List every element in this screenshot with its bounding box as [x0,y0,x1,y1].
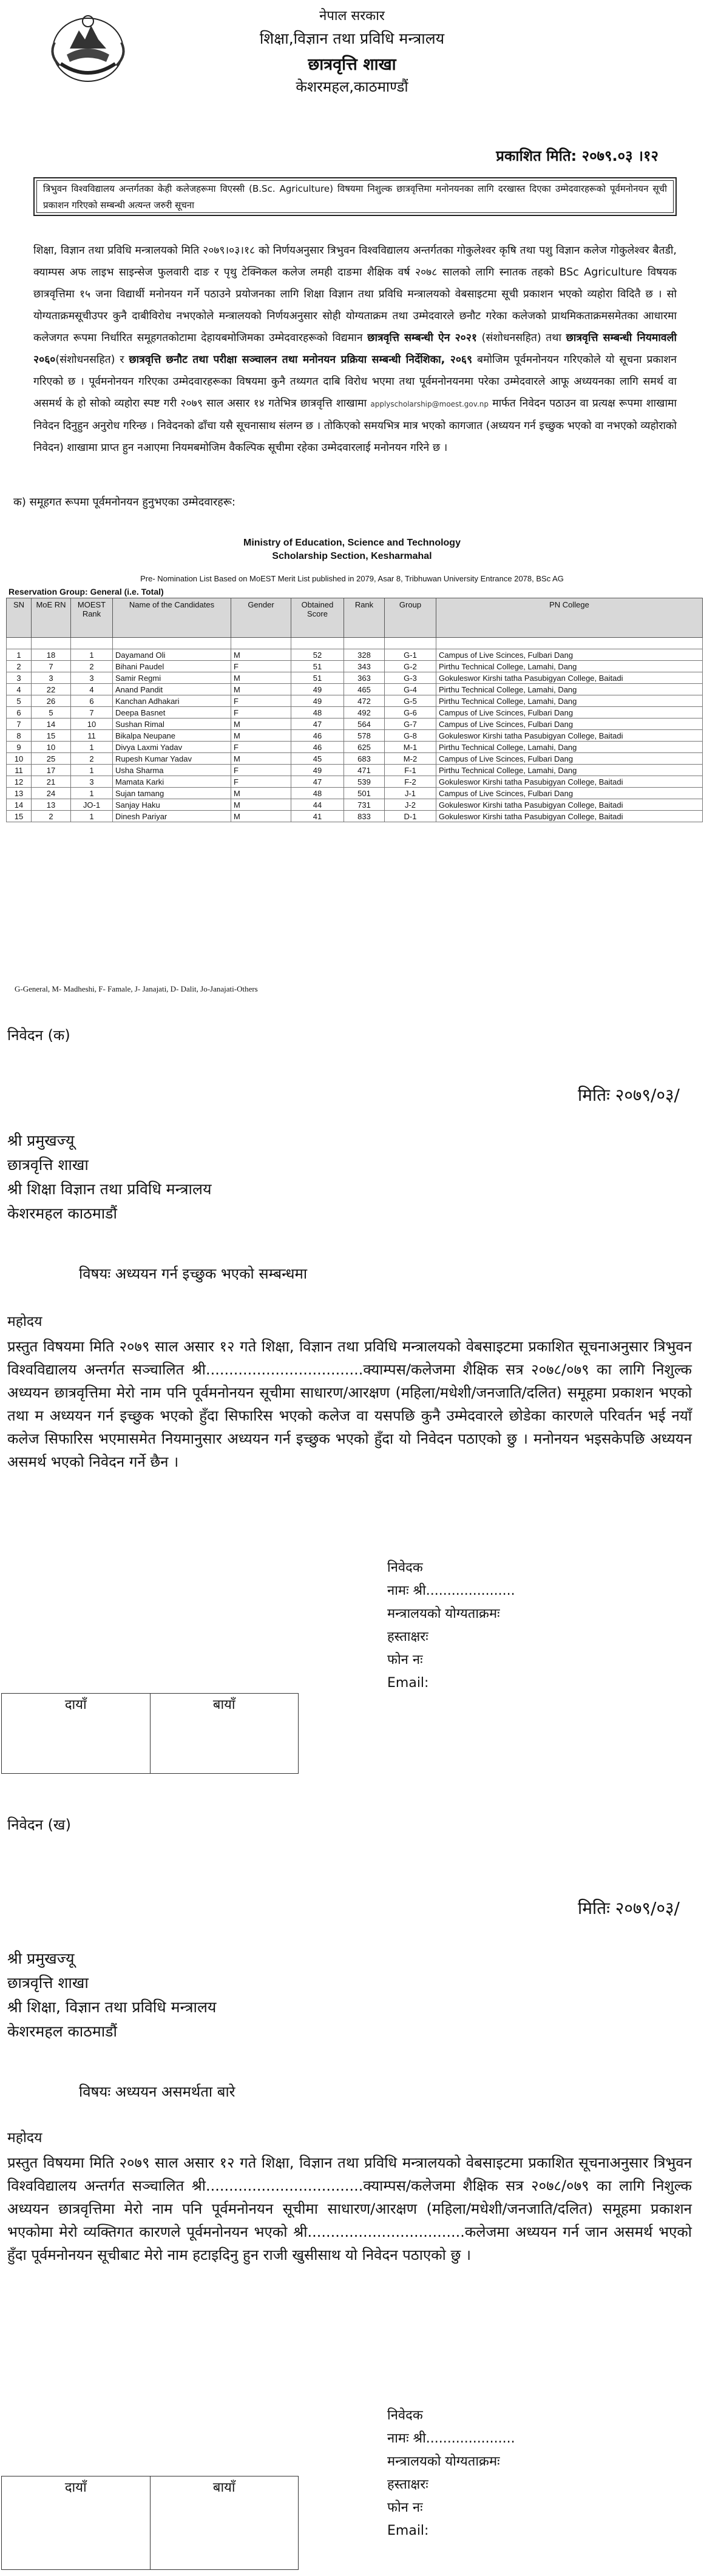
table-cell: 12 [7,776,32,788]
header-location: केशरमहल,काठमाण्डौं [296,78,408,95]
table-cell: 3 [7,672,32,684]
table-cell: 7 [71,707,113,718]
table-cell: 625 [344,742,385,753]
letter-k-sign-phone: फोन नः [387,1652,423,1668]
letter-kh-thumbprint-box [1,2476,299,2570]
table-cell: M [231,811,291,822]
table-cell: 15 [7,811,32,822]
table-cell: 2 [71,661,113,672]
letter-k-sign-rank: मन्त्रालयको योग्यताक्रमः [387,1606,500,1621]
table-row [7,730,703,742]
table-cell: 14 [32,718,71,730]
table-cell: 578 [344,730,385,742]
letter-k-addr-4: केशरमहल काठमाडौं [7,1205,118,1222]
table-cell: F [231,742,291,753]
table-cell: M [231,649,291,661]
table-cell: 4 [7,684,32,695]
table-row-blank [7,638,703,649]
table-cell: Gokuleswor Kirshi tatha Pasubigyan College, Baitadi [436,730,703,742]
table-cell: 1 [71,649,113,661]
table-cell: 1 [71,765,113,776]
col-rank: Rank [344,598,385,638]
letter-kh-address [7,1947,216,2044]
table-cell: 833 [344,811,385,822]
table-cell: Gokuleswor Kirshi tatha Pasubigyan College, Baitadi [436,799,703,811]
table-cell: 14 [7,799,32,811]
table-cell: 10 [32,742,71,753]
scholarship-act: छात्रवृत्ति सम्बन्धी ऐन २०२१ [367,332,477,344]
group-note: क) समूहगत रूपमा पूर्वमनोनयन हुनुभएका उम्मेदवारहरू: [13,496,235,509]
table-cell: 11 [7,765,32,776]
subject-text: त्रिभुवन विश्वविद्यालय अन्तर्गतका केही कलेजहरूमा विएस्सी (B.Sc. Agriculture) विषयमा निशुल्क छात्रवृत्तिमा मनोनयनका लागि दरखास्त दिएका उम्मेदवारहरूको पूर्वमनोनयन सूची प्रकाशन गरिएको सम्बन्धी अत्यन्त जरुरी सूचना [43,183,667,211]
letter-kh-body: प्रस्तुत विषयमा मिति २०७९ साल असार १२ गते शिक्षा, विज्ञान तथा प्रविधि मन्त्रालयको वेबसाइटमा प्रकाशित सूचनाअनुसार त्रिभुवन विश्वविद्यालय अन्तर्गत सञ्चालित श्री..................................क्याम्पस/कलेजमा शैक्षिक सत्र २०७८/०७९ का लागि निशुल्क अध्ययन छात्रवृत्तिमा मेरो नाम पनि पूर्वमनोनयन सूचीमा साधारण/आरक्षण (महिला/मधेशी/जनजाति/दलित) समूहमा प्रकाशन भएकोमा मेरो व्यक्तिगत कारणले पूर्वमनोनयन भएको श्री..................................कलेजमा अध्ययन गर्न जान असमर्थ भएको हुँदा पूर्वमनोनयन सूचीबाट मेरो नाम हटाइदिनु हुन राजी खुसीसाथ यो निवेदन पठाएको छु । [7,2154,692,2263]
table-cell: M [231,718,291,730]
scholarship-directive: छात्रवृत्ति छनौट तथा परीक्षा सञ्चालन तथा मनोनयन प्रक्रिया सम्बन्धी निर्देशिका, २०६९ [129,354,473,366]
table-row [7,788,703,799]
table-cell: F [231,695,291,707]
letter-k-sign-signature: हस्ताक्षरः [387,1629,428,1645]
table-cell: 22 [32,684,71,695]
table-row [7,765,703,776]
table-cell: 51 [291,672,344,684]
letter-kh-sign-signature: हस्ताक्षरः [387,2477,428,2492]
table-cell: G-5 [385,695,436,707]
table-cell: Rupesh Kumar Yadav [113,753,231,765]
table-header-row [7,598,703,638]
table-cell: 3 [32,672,71,684]
published-date: प्रकाशित मिति: २०७९.०३ ।१२ [496,147,658,164]
table-cell: 41 [291,811,344,822]
table-row [7,799,703,811]
table-cell: 2 [7,661,32,672]
table-cell: 328 [344,649,385,661]
table-cell: 46 [291,742,344,753]
table-row [7,753,703,765]
table-row [7,718,703,730]
table-cell: F-1 [385,765,436,776]
letter-k-date: मितिः २०७९/०३/ [578,1085,680,1105]
table-cell: G-2 [385,661,436,672]
table-cell: 1 [7,649,32,661]
table-cell: Bikalpa Neupane [113,730,231,742]
ministry-english: Ministry of Education, Science and Technology [243,538,461,548]
table-cell: Gokuleswor Kirshi tatha Pasubigyan College, Baitadi [436,811,703,822]
table-cell: Bihani Paudel [113,661,231,672]
reservation-group: Reservation Group: General (i.e. Total) [8,587,164,597]
table-cell: 465 [344,684,385,695]
table-cell: 49 [291,684,344,695]
table-cell: 13 [32,799,71,811]
table-cell: 18 [32,649,71,661]
table-cell: M [231,684,291,695]
table-cell: 13 [7,788,32,799]
table-cell: 49 [291,695,344,707]
letter-kh-salutation: महोदय [7,2130,42,2146]
table-cell: 492 [344,707,385,718]
table-row [7,695,703,707]
table-cell: 1 [71,742,113,753]
table-cell: 47 [291,718,344,730]
table-cell: 683 [344,753,385,765]
table-cell: G-7 [385,718,436,730]
col-name: Name of the Candidates [113,598,231,638]
table-cell: 11 [71,730,113,742]
table-cell: F [231,707,291,718]
letter-k-thumb-left: बायाँ [150,1694,299,1774]
table-cell: M [231,753,291,765]
letter-kh-thumb-left: बायाँ [150,2476,299,2570]
table-cell: Pirthu Technical College, Lamahi, Dang [436,684,703,695]
table-cell: G-1 [385,649,436,661]
header-section: छात्रवृत्ति शाखा [308,55,396,74]
table-cell: J-2 [385,799,436,811]
table-cell: 46 [291,730,344,742]
col-moe-rn: MoE RN [32,598,71,638]
letter-kh-subject: विषयः अध्ययन असमर्थता बारे [79,2083,235,2100]
letter-k-addr-1: श्री प्रमुखज्यू [7,1132,75,1149]
table-cell: 6 [71,695,113,707]
group-legend: G-General, M- Madheshi, F- Famale, J- Janajati, D- Dalit, Jo-Janajati-Others [15,984,258,993]
table-cell: Samir Regmi [113,672,231,684]
table-cell: Sujan tamang [113,788,231,799]
letter-k-sign-title: निवेदक [387,1560,423,1575]
letter-kh-sign-title: निवेदक [387,2408,423,2423]
table-cell: Mamata Karki [113,776,231,788]
table-cell: G-8 [385,730,436,742]
table-cell: 5 [7,695,32,707]
body-mid-2: (संशोधनसहित) र [55,354,129,366]
table-cell: F [231,776,291,788]
table-cell: D-1 [385,811,436,822]
table-cell: M-2 [385,753,436,765]
table-cell: 3 [71,776,113,788]
table-cell: 731 [344,799,385,811]
table-cell: 48 [291,707,344,718]
list-subtitle: Pre- Nomination List Based on MoEST Merit List published in 2079, Asar 8, Tribhuwan University Entrance 2078, BSc AG [140,574,564,583]
body-mid-1: (संशोधनसहित) तथा [477,332,566,344]
table-row [7,649,703,661]
table-cell: 25 [32,753,71,765]
table-cell: 6 [7,707,32,718]
table-cell: 7 [32,661,71,672]
letter-k-thumb-right: दायाँ [2,1694,151,1774]
table-body [7,638,703,822]
letter-kh-addr-4: केशरमहल काठमाडौं [7,2023,118,2040]
table-cell: Campus of Live Scinces, Fulbari Dang [436,753,703,765]
table-cell: Deepa Basnet [113,707,231,718]
table-cell: G-3 [385,672,436,684]
table-cell: 343 [344,661,385,672]
subject-box [33,177,677,216]
letter-kh-sign-phone: फोन नः [387,2500,423,2515]
table-cell: 48 [291,788,344,799]
table-cell: G-4 [385,684,436,695]
table-cell: 17 [32,765,71,776]
table-cell: Pirthu Technical College, Lamahi, Dang [436,695,703,707]
table-cell: Usha Sharma [113,765,231,776]
table-cell: 49 [291,765,344,776]
table-cell: 1 [71,811,113,822]
letter-k-address [7,1129,212,1226]
col-sn: SN [7,598,32,638]
col-moest-rank: MOEST Rank [71,598,113,638]
table-cell: JO-1 [71,799,113,811]
table-cell: M [231,788,291,799]
table-cell: Pirthu Technical College, Lamahi, Dang [436,742,703,753]
col-pn-college: PN College [436,598,703,638]
table-cell: 363 [344,672,385,684]
letter-kh-sign-rank: मन्त्रालयको योग्यताक्रमः [387,2454,500,2469]
table-cell: F [231,765,291,776]
letter-kh-date: मितिः २०७९/०३/ [578,1898,680,1918]
table-cell: F [231,661,291,672]
letter-k-addr-3: श्री शिक्षा विज्ञान तथा प्रविधि मन्त्रालय [7,1180,212,1198]
letter-kh-sign-email: Email: [387,2523,429,2538]
table-cell: Sushan Rimal [113,718,231,730]
table-cell: 26 [32,695,71,707]
table-cell: 1 [71,788,113,799]
table-cell: 51 [291,661,344,672]
table-cell: Anand Pandit [113,684,231,695]
letter-kh-addr-1: श्री प्रमुखज्यू [7,1950,75,1967]
table-cell: M [231,672,291,684]
table-cell: Gokuleswor Kirshi tatha Pasubigyan College, Baitadi [436,672,703,684]
letter-k-thumbprint-box [1,1693,299,1774]
table-cell: 564 [344,718,385,730]
body-paragraph-1: शिक्षा, विज्ञान तथा प्रविधि मन्त्रालयको मिति २०७९।०३।१८ को निर्णयअनुसार त्रिभुवन विश्वविद्यालय अन्तर्गतका गोकुलेश्वर कृषि तथा पशु विज्ञान कलेज गोकुलेश्वर बैतडी, क्याम्पस अफ लाइभ साइन्सेज फुलवारी दाङ र पृथु टेक्निकल कलेज लमही दाङमा शैक्षिक वर्ष २०७८ सालको लागि स्नातक तहको BSc Agriculture विषयक छात्रवृत्तिमा १५ जना विद्यार्थी मनोनयन गर्ने पठाउने प्रयोजनका लागि शिक्षा विज्ञान तथा प्रविधि मन्त्रालयको वेबसाइटमा सूची प्रकाशन भएको व्यहोरा विदितै छ । सो योग्यताक्रमसूचीउपर कुनै दाबीविरोध नभएकोले मन्त्रालयको निर्णयअनुसार सोही योग्यताक्रम तथा उम्मेदवारले छनौट गरेका कलेजको प्राथमिकताक्रमसमेतका आधारमा कलेजगत रूपमा निर्धारित समूहगतकोटामा देहायबमोजिमका उम्मेदवारहरूको विद्यमान [33,245,677,344]
notice-body [33,240,677,459]
table-row [7,661,703,672]
table-cell: Dayamand Oli [113,649,231,661]
letter-k-subject: विषयः अध्ययन गर्न इच्छुक भएको सम्बन्धमा [79,1265,308,1282]
letter-kh-sign-name: नामः श्री..................... [387,2431,515,2446]
table-row [7,707,703,718]
table-row [7,776,703,788]
table-row [7,742,703,753]
letter-kh-signature-block [387,2404,515,2543]
letter-k-title: निवेदन (क) [7,1027,70,1044]
letter-k-salutation: महोदय [7,1314,42,1330]
col-gender: Gender [231,598,291,638]
table-cell: 24 [32,788,71,799]
table-cell: 10 [7,753,32,765]
table-cell: G-6 [385,707,436,718]
section-english: Scholarship Section, Kesharmahal [272,551,432,561]
table-cell: M-1 [385,742,436,753]
table-cell: 21 [32,776,71,788]
table-cell: F-2 [385,776,436,788]
letter-k-body: प्रस्तुत विषयमा मिति २०७९ साल असार १२ गते शिक्षा, विज्ञान तथा प्रविधि मन्त्रालयको वेबसाइटमा प्रकाशित सूचनाअनुसार त्रिभुवन विश्वविद्यालय अन्तर्गत सञ्चालित श्री..................................क्याम्पस/कलेजमा शैक्षिक सत्र २०७८/०७९ का लागि निशुल्क अध्ययन छात्रवृत्तिमा मेरो नाम पनि पूर्वमनोनयन सूचीमा साधारण/आरक्षण (महिला/मधेशी/जनजाति/दलित) समूहमा प्रकाशन भएको तथा म अध्ययन गर्न इच्छुक भएको हुँदा सिफारिस भएको कलेज वा यसपछि कुनै उम्मेदवारले छोडेका कारणले परिवर्तन भई नयाँ कलेज सिफारिस भएमासमेत नियमानुसार अध्ययन गर्न इच्छुक भएको हुँदा यो निवेदन पठाएको छु । मनोनयन भइसकेपछि अध्ययन असमर्थ भएको निवेदन गर्ने छैन । [7,1338,692,1470]
table-cell: Divya Laxmi Yadav [113,742,231,753]
body-paragraph-2: बमोजिम पूर्वमनोनयन गरिएकोले यो सूचना प्रकाशन गरिएको छ । पूर्वमनोनयन गरिएका उम्मेदवारहरूका विषयमा कुनै तथ्यगत दाबि विरोध भएमा तथा पूर्वमनोनयनमा परेका उम्मेदवारले आफू अध्ययनका लागि समर्थ वा असमर्थ के हो सोको व्यहोरा स्पष्ट गरी २०७९ साल असार १४ गतेभित्र छात्रवृत्ति शाखामा [33,354,677,410]
table-cell: 501 [344,788,385,799]
letter-k-signature-block [387,1557,515,1695]
table-cell: 8 [7,730,32,742]
table-row [7,811,703,822]
table-cell: M [231,730,291,742]
email-link[interactable]: applyscholarship@moest.gov.np [370,400,489,408]
table-row [7,684,703,695]
header-government: नेपाल सरकार [319,8,385,24]
table-cell: Sanjay Haku [113,799,231,811]
table-cell: 47 [291,776,344,788]
table-cell: 9 [7,742,32,753]
table-cell: 4 [71,684,113,695]
table-cell: 5 [32,707,71,718]
table-cell: 2 [32,811,71,822]
table-cell: 3 [71,672,113,684]
letter-kh-title: निवेदन (ख) [7,1816,71,1833]
table-cell: 44 [291,799,344,811]
table-cell: M [231,799,291,811]
table-row [7,672,703,684]
table-cell: 2 [71,753,113,765]
table-cell: Kanchan Adhakari [113,695,231,707]
table-cell: 52 [291,649,344,661]
nomination-table [6,598,703,822]
table-cell: Campus of Live Scinces, Fulbari Dang [436,718,703,730]
letter-k-sign-email: Email: [387,1675,429,1691]
table-cell: Campus of Live Scinces, Fulbari Dang [436,649,703,661]
table-cell: 10 [71,718,113,730]
letter-kh-addr-3: श्री शिक्षा, विज्ञान तथा प्रविधि मन्त्रालय [7,1998,217,2016]
table-cell: 539 [344,776,385,788]
col-score: Obtained Score [291,598,344,638]
letter-kh-addr-2: छात्रवृत्ति शाखा [7,1974,89,1992]
col-group: Group [385,598,436,638]
letter-k-addr-2: छात्रवृत्ति शाखा [7,1156,89,1174]
table-cell: 471 [344,765,385,776]
table-cell: Campus of Live Scinces, Fulbari Dang [436,788,703,799]
letter-kh-thumb-right: दायाँ [2,2476,151,2570]
header-ministry: शिक्षा,विज्ञान तथा प्रविधि मन्त्रालय [259,30,445,47]
table-cell: Pirthu Technical College, Lamahi, Dang [436,661,703,672]
table-cell: 472 [344,695,385,707]
table-cell: 45 [291,753,344,765]
table-cell: 7 [7,718,32,730]
table-cell: Pirthu Technical College, Lamahi, Dang [436,765,703,776]
table-cell: 15 [32,730,71,742]
table-cell: J-1 [385,788,436,799]
table-cell: Dinesh Pariyar [113,811,231,822]
scholarship-rules: छात्रवृत्ति सम्बन्धी नियमावली २०६० [33,332,677,366]
table-cell: Campus of Live Scinces, Fulbari Dang [436,707,703,718]
table-cell: Gokuleswor Kirshi tatha Pasubigyan College, Baitadi [436,776,703,788]
body-paragraph-3: मार्फत निवेदन पठाउन वा प्रत्यक्ष रूपमा शाखामा निवेदन दिनुहुन अनुरोध गरिन्छ । निवेदनको ढाँचा यसै सूचनासाथ संलग्न छ । तोकिएको समयभित्र मात्र भएको कागजात (अध्ययन गर्न इच्छुक भएको वा नभएको व्यहोराको निवेदन) शाखामा प्राप्त हुन नआएमा नियमबमोजिम वैकल्पिक सूचीमा रहेका उम्मेदवारलाई मनोनयन गरिने छ । [33,397,677,454]
letter-k-sign-name: नामः श्री..................... [387,1583,515,1598]
